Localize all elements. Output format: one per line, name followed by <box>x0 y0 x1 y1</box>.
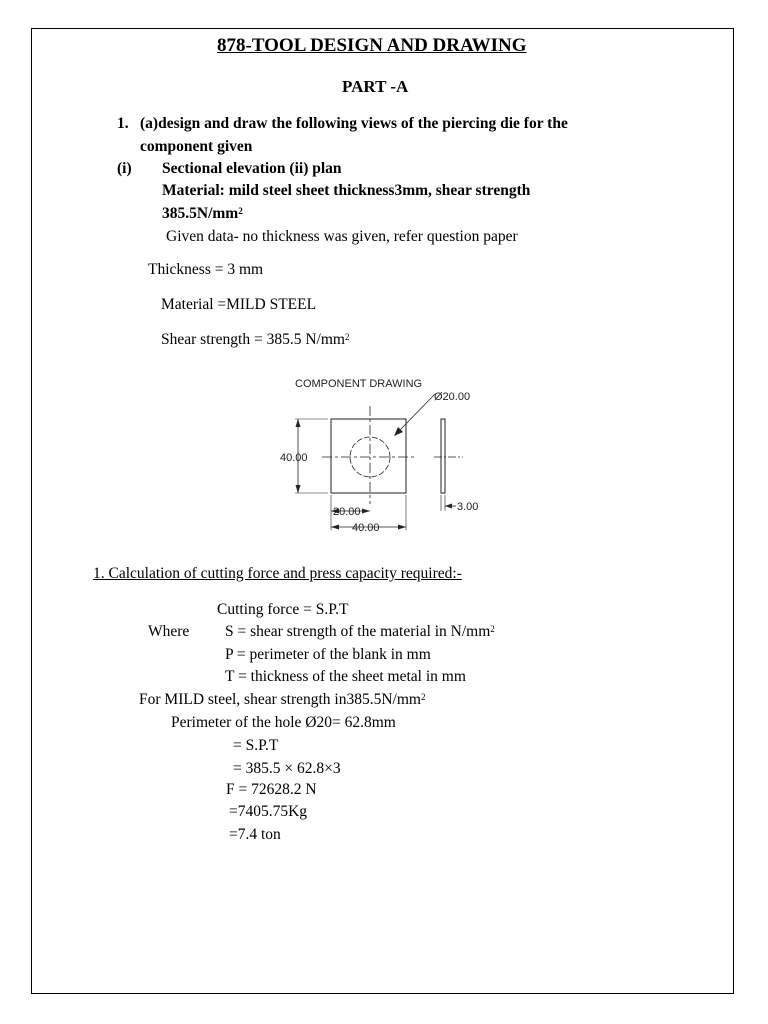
arrow-down-icon <box>296 485 301 493</box>
given-thickness: Thickness = 3 mm <box>148 261 264 278</box>
question-number: 1. <box>117 115 129 132</box>
component-drawing <box>270 372 500 542</box>
arrow-right-icon <box>398 525 406 530</box>
arrow-right-icon <box>362 509 370 514</box>
arrow-up-icon <box>296 419 301 427</box>
sub-question-line-2: Material: mild steel sheet thickness3mm, shear strength <box>162 182 531 199</box>
height-label: 40.00 <box>280 452 308 464</box>
given-shear-strength: Shear strength = 385.5 $N/mm^2$ <box>161 331 350 348</box>
cutting-force-formula: Cutting force = S.P.T <box>217 601 349 618</box>
where-label: Where <box>148 623 190 640</box>
thickness-label: 3.00 <box>457 501 479 513</box>
diameter-leader <box>400 394 435 430</box>
diameter-label: Ø20.00 <box>434 391 471 403</box>
arrow-left-icon <box>445 504 452 509</box>
part-heading: PART -A <box>342 77 409 96</box>
question-line-1: (a)design and draw the following views of the piercing die for the <box>140 115 568 132</box>
hole-perimeter: Perimeter of the hole Ø20= 62.8mm <box>171 714 396 731</box>
calc-step-4: =7405.75Kg <box>229 803 308 820</box>
question-line-2: component given <box>140 138 253 155</box>
plate-outline <box>331 419 406 493</box>
mild-steel-strength: For MILD steel, shear strength $in385.5N/mm^2$ <box>139 691 426 708</box>
given-material: Material =MILD STEEL <box>161 296 317 313</box>
s-definition: S = shear strength of the material in $N/mm^2$ <box>225 623 495 640</box>
offset-label: 20.00 <box>333 506 361 518</box>
calc-step-5: =7.4 ton <box>229 826 281 843</box>
given-note: Given data- no thickness was given, refer question paper <box>166 228 518 245</box>
calc-step-3: F = 72628.2 N <box>226 781 317 798</box>
sub-question-line-1: Sectional elevation (ii) plan <box>162 160 342 177</box>
calc-step-1: = S.P.T <box>233 737 279 754</box>
p-definition: P = perimeter of the blank in mm <box>225 646 431 663</box>
sub-question-label: (i) <box>117 160 132 177</box>
side-view-plate <box>441 419 445 493</box>
drawing-title: COMPONENT DRAWING <box>295 378 423 390</box>
calc-step-2: = 385.5 × 62.8×3 <box>233 760 341 777</box>
arrow-left-icon <box>331 525 339 530</box>
calculation-heading: 1. Calculation of cutting force and press capacity required:- <box>93 565 462 582</box>
width-label: 40.00 <box>352 522 380 534</box>
t-definition: T = thickness of the sheet metal in mm <box>225 668 466 685</box>
document-title: 878-TOOL DESIGN AND DRAWING <box>217 35 527 56</box>
sub-question-line-3: $385.5N/mm^2$ <box>162 205 243 222</box>
